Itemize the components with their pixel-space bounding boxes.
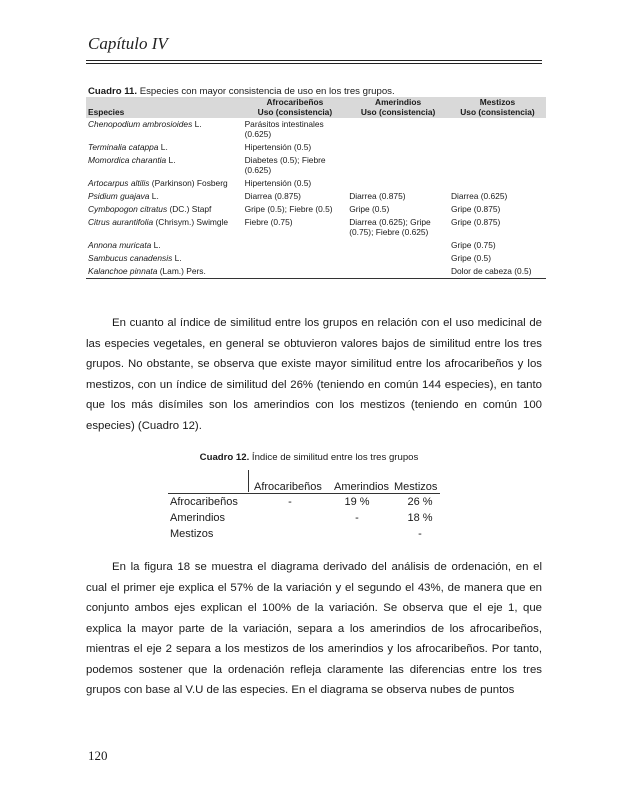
table11-header-row [86, 97, 546, 118]
mestizos-use-cell: Diarrea (0.625) [450, 191, 508, 201]
t12-col-header-afrocaribenos: Afrocaribeños [254, 481, 322, 493]
table-row [86, 190, 546, 203]
afrocaribenos-use-cell: Gripe (0.5); Fiebre (0.5) [244, 204, 333, 214]
amerindios-use-cell [347, 239, 449, 252]
mestizos-use-cell [449, 141, 546, 154]
scientific-name: Annona muricata [88, 240, 152, 250]
table-row [86, 203, 546, 216]
mestizos-use-cell [449, 118, 546, 141]
species-name-cell [86, 265, 243, 279]
amerindios-use-cell [347, 252, 449, 265]
amerindios-use-cell [347, 118, 449, 141]
t12-cell: 18 % [407, 512, 433, 524]
table-row [86, 177, 546, 190]
t12-cell: - [418, 528, 422, 540]
page-number: 120 [88, 748, 108, 763]
scientific-name: Terminalia catappa [88, 142, 159, 152]
t12-cell: 26 % [407, 496, 433, 508]
header-rule-thick [86, 60, 542, 61]
mestizos-use-cell [449, 154, 546, 177]
scientific-name: Chenopodium ambrosioides [88, 119, 193, 129]
col-header-amer-l1: Amerindios [375, 97, 422, 107]
paragraph-ordination: En la figura 18 se muestra el diagrama derivado del análisis de ordenación, en el cual el primer eje explica el 57% de la variación y el segundo el 43%, de manera que en conjunto ambos ejes explican el 100% de la variación. Se observa que el eje 1, que explica la mayor parte de la variación, separa a los amerindios de los afrocaribeños, mientras el eje 2 separa a los mestizos de los amerindios y los afrocaribeños. Por tanto, podemos sostener que la ordenación refleja claramente las diferencias entre los tres grupos con base al V.U de las especies. En el diagrama se observa nubes de puntos [86, 561, 542, 696]
table-row [86, 141, 546, 154]
species-name-cell [86, 239, 243, 252]
afrocaribenos-use-cell [243, 252, 348, 265]
amerindios-use-cell [347, 141, 449, 154]
species-consistency-table [86, 97, 546, 279]
scientific-name: Momordica charantia [88, 155, 167, 165]
header-rule-thin [86, 63, 542, 64]
species-author: (DC.) Stapf [167, 204, 212, 214]
mestizos-use-cell: Gripe (0.75) [450, 240, 496, 250]
t12-cell: - [288, 496, 292, 508]
afrocaribenos-use-cell [243, 239, 348, 252]
afrocaribenos-use-cell: Diabetes (0.5); Fiebre (0.625) [244, 155, 326, 175]
t12-row-label-mestizos: Mestizos [170, 528, 214, 540]
t12-cell: - [355, 512, 359, 524]
table11-caption-text: Especies con mayor consistencia de uso en los tres grupos. [137, 86, 395, 97]
amerindios-use-cell [347, 265, 449, 279]
col-header-species: Especies [88, 106, 125, 117]
species-name-cell [86, 252, 243, 265]
species-author: L. [149, 191, 159, 201]
mestizos-use-cell: Gripe (0.5) [450, 253, 491, 263]
species-author: L. [166, 155, 176, 165]
scientific-name: Psidium guajava [88, 191, 150, 201]
species-author: (Lam.) Pers. [157, 266, 206, 276]
afrocaribenos-use-cell: Parásitos intestinales (0.625) [244, 119, 324, 139]
afrocaribenos-use-cell [243, 265, 348, 279]
species-name-cell [86, 216, 243, 239]
afrocaribenos-use-cell: Fiebre (0.75) [244, 217, 293, 227]
species-name-cell [86, 154, 243, 177]
chapter-header: Capítulo IV [88, 34, 168, 53]
amerindios-use-cell: Diarrea (0.875) [349, 191, 406, 201]
mestizos-use-cell: Gripe (0.875) [450, 217, 501, 227]
mestizos-use-cell [449, 177, 546, 190]
table-row [86, 239, 546, 252]
mestizos-use-cell: Gripe (0.875) [450, 204, 501, 214]
table12-header-rule [168, 493, 440, 494]
mestizos-use-cell: Dolor de cabeza (0.5) [449, 265, 546, 279]
species-author: L. [158, 142, 168, 152]
afrocaribenos-use-cell: Hipertensión (0.5) [244, 142, 312, 152]
species-name-cell [86, 190, 243, 203]
scientific-name: Cymbopogon citratus [88, 204, 168, 214]
scientific-name: Sambucus canadensis [88, 253, 173, 263]
afrocaribenos-use-cell: Diarrea (0.875) [244, 191, 301, 201]
scientific-name: Kalanchoe pinnata [88, 266, 158, 276]
col-header-afrocaribenos [243, 97, 348, 118]
scientific-name: Citrus aurantifolia [88, 217, 154, 227]
col-header-afro-l2: Uso (consistencia) [257, 106, 333, 117]
t12-row-label-amerindios: Amerindios [170, 512, 226, 524]
amerindios-use-cell [347, 177, 449, 190]
species-author: L. [172, 253, 182, 263]
table11-caption-label: Cuadro 11. [88, 86, 138, 97]
species-author: L. [151, 240, 161, 250]
scientific-name: Artocarpus altilis [88, 178, 150, 188]
species-author: (Chrisym.) Swimgle [153, 217, 229, 227]
table12-caption-label: Cuadro 12. [199, 452, 250, 463]
t12-cell: 19 % [344, 496, 370, 508]
table12-caption-text: Índice de similitud entre los tres grupos [249, 452, 419, 463]
t12-row-label-afrocaribenos: Afrocaribeños [170, 496, 238, 508]
species-name-cell [86, 141, 243, 154]
species-name-cell [86, 118, 243, 141]
col-header-amer-l2: Uso (consistencia) [360, 106, 436, 117]
table12-vertical-rule [248, 470, 249, 492]
col-header-mestizos [449, 97, 546, 118]
col-header-mest-l1: Mestizos [479, 97, 516, 107]
table-row [86, 118, 546, 141]
table-row [86, 216, 546, 239]
col-header-amerindios [347, 97, 449, 118]
species-author: L. [192, 119, 202, 129]
table-row [86, 154, 546, 177]
table-row [86, 265, 546, 279]
table12-caption [0, 452, 618, 463]
t12-col-header-amerindios: Amerindios [334, 481, 390, 493]
amerindios-use-cell: Diarrea (0.625); Gripe (0.75); Fiebre (0.625) [349, 217, 431, 237]
species-name-cell [86, 177, 243, 190]
table-row [86, 252, 546, 265]
col-header-mest-l2: Uso (consistencia) [460, 106, 535, 117]
similarity-index-table [168, 470, 440, 540]
afrocaribenos-use-cell: Hipertensión (0.5) [244, 178, 312, 188]
table11-caption [88, 86, 395, 97]
paragraph-similarity: En cuanto al índice de similitud entre los grupos en relación con el uso medicinal de las especies vegetales, en general se obtuvieron valores bajos de similitud entre los tres grupos. No obstante, se observa que existe mayor similitud entre los afrocaribeños y los mestizos, con un índice de similitud del 26% (teniendo en común 144 especies), en tanto que los más disímiles son los amerindios con los mestizos (teniendo en común 100 especies) (Cuadro 12). [86, 317, 542, 432]
t12-col-header-mestizos: Mestizos [394, 481, 438, 493]
species-author: (Parkinson) Fosberg [149, 178, 228, 188]
amerindios-use-cell [347, 154, 449, 177]
col-header-afro-l1: Afrocaribeños [266, 97, 324, 107]
species-name-cell [86, 203, 243, 216]
amerindios-use-cell: Gripe (0.5) [349, 204, 390, 214]
